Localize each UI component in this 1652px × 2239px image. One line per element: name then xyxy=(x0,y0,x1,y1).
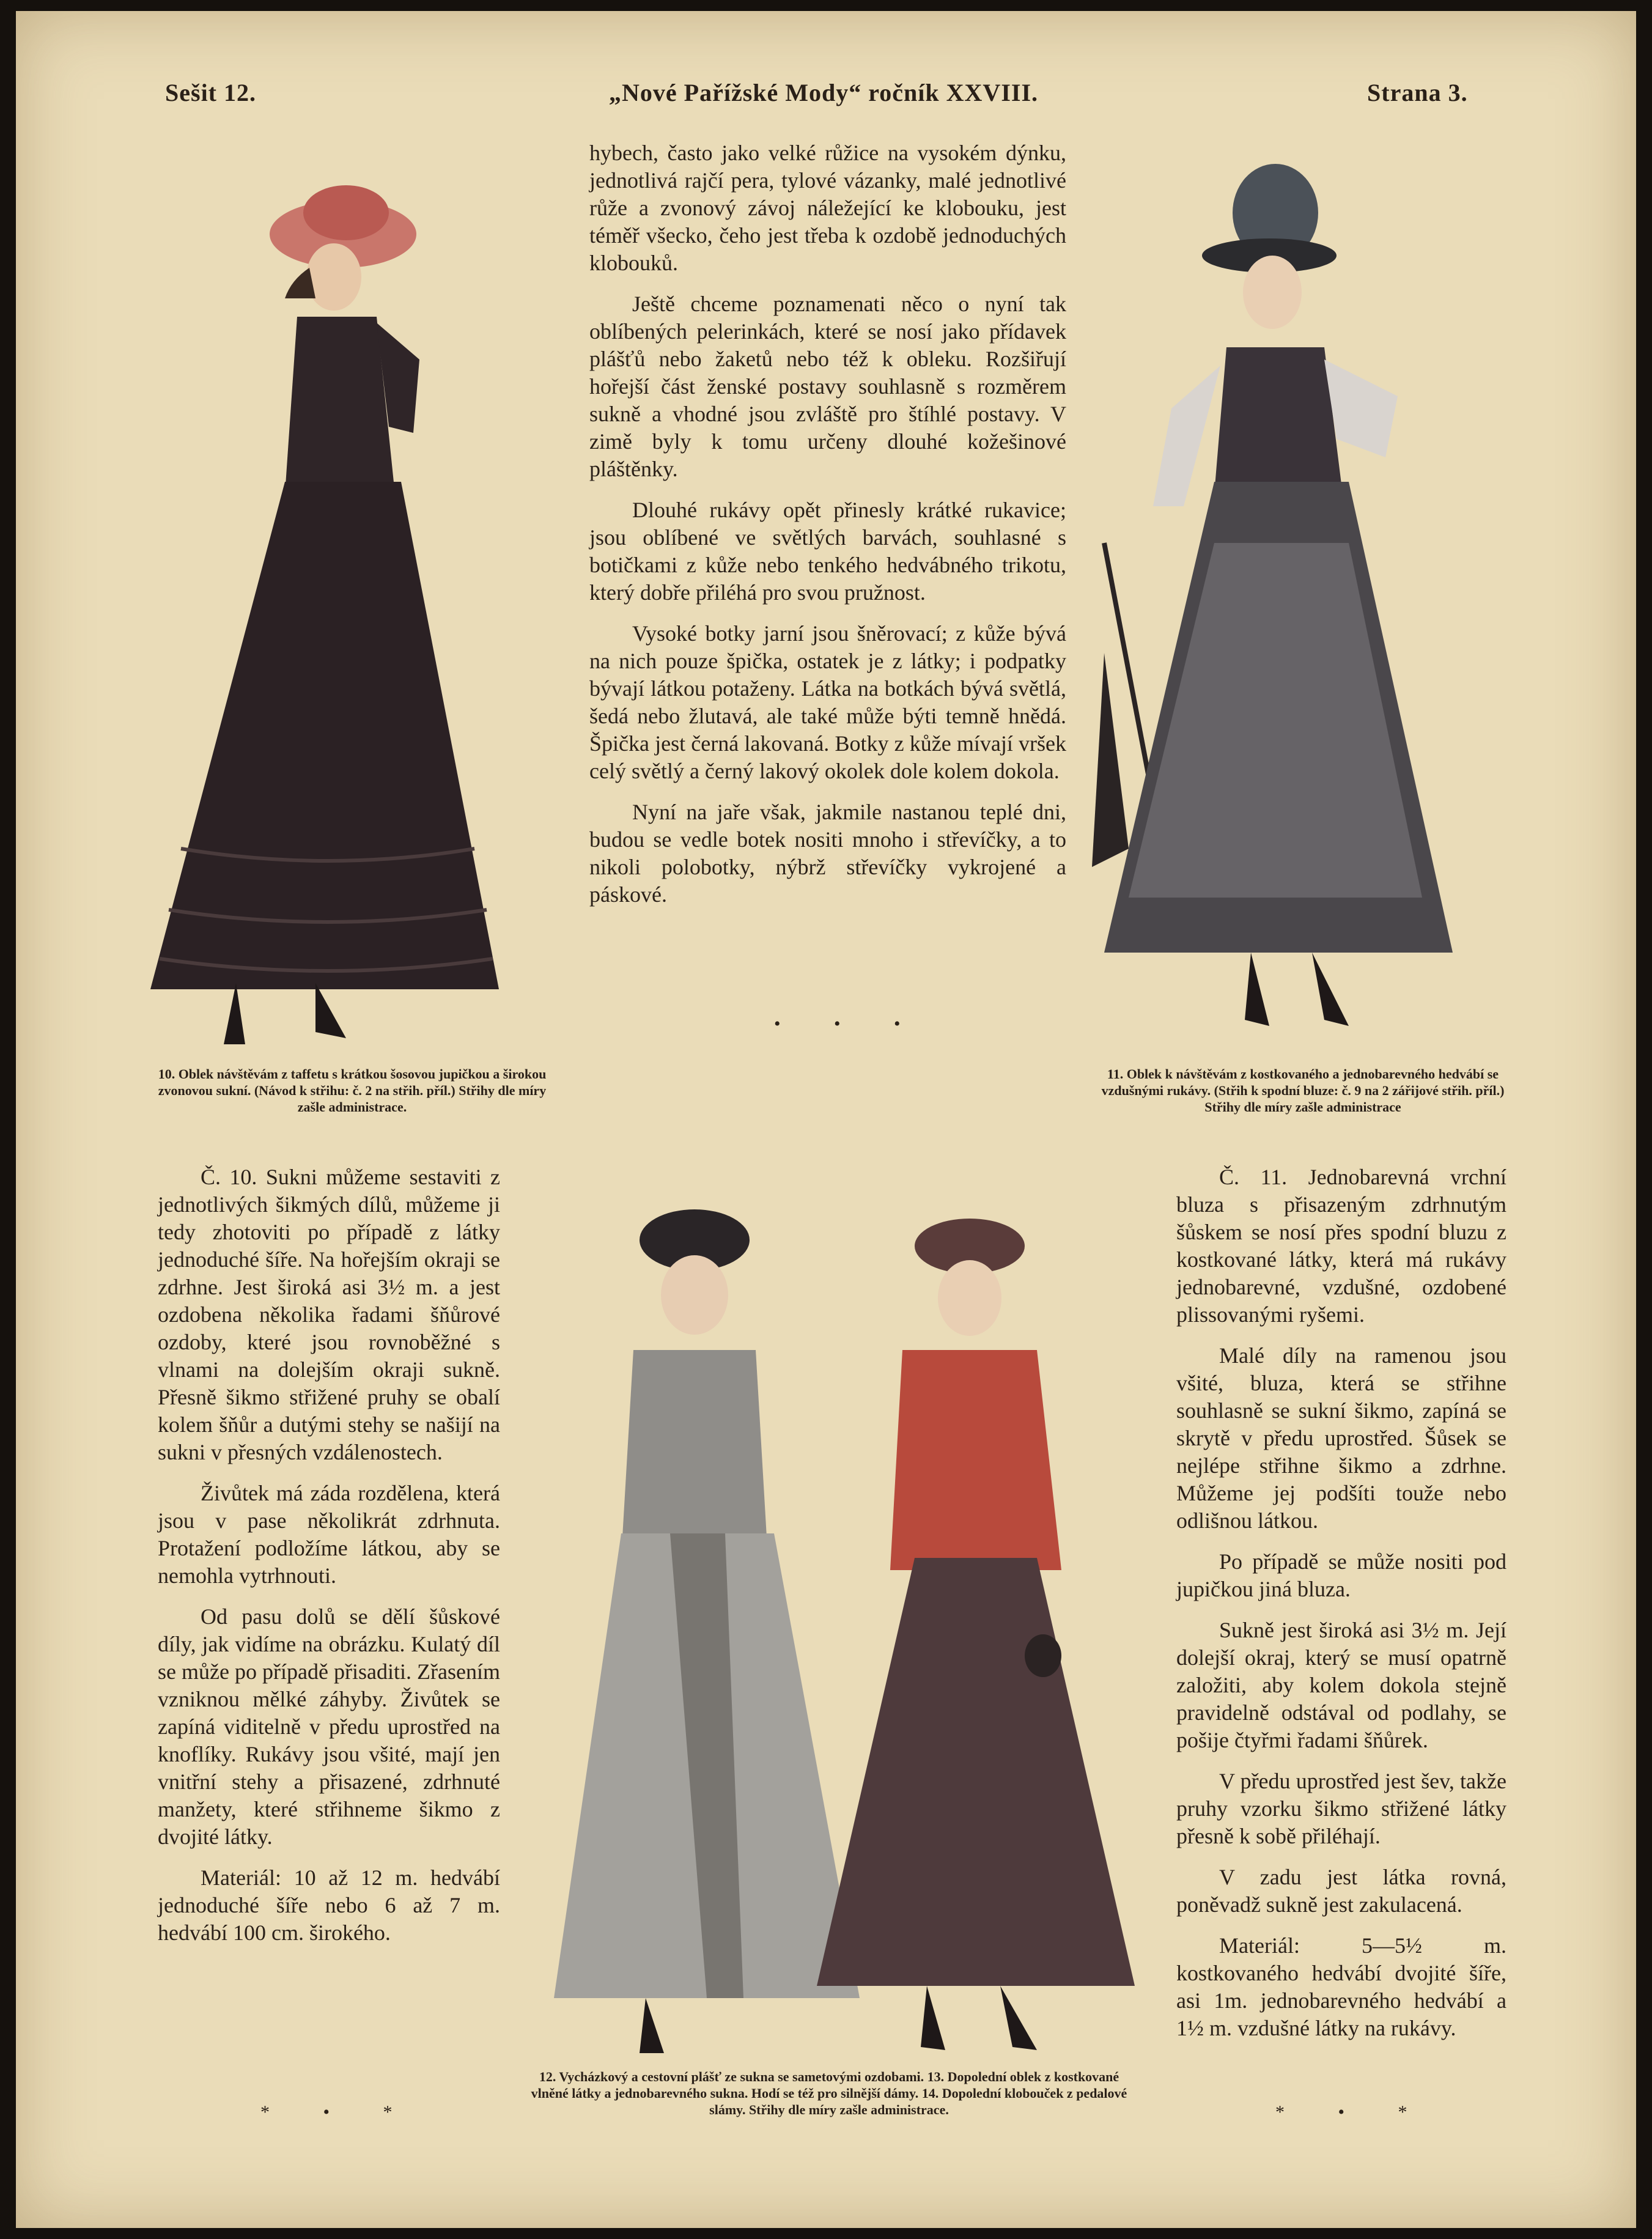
figure-10-illustration xyxy=(132,176,523,1050)
header-issue: Sešit 12. xyxy=(165,79,256,106)
paragraph: Nyní na jaře však, jakmile nastanou teplé dni, budou se vedle botek nositi mnoho i střevíčky, a to nikoli polobotky, nýbrž střevíčky vykrojené a páskové. xyxy=(589,800,1066,907)
left-column xyxy=(158,1164,500,1960)
header-page: Strana 3. xyxy=(1367,79,1468,106)
paragraph: Sukně jest široká asi 3½ m. Její dolejší okraj, který se musí opatrně založiti, aby kolem dokola stejně pravidelně odstával od podlahy, se pošije čtyřmi řadami šňůrek. xyxy=(1176,1618,1506,1752)
paragraph: Materiál: 5—5½ m. kostkovaného hedvábí dvojité šíře, asi 1m. jednobarevného hedvábí a 1½ m. vzdušné látky na rukávy. xyxy=(1176,1933,1506,2040)
paragraph: Vysoké botky jarní jsou šněrovací; z kůže bývá na nich pouze špička, ostatek je z látky; i podpatky bývají látkou potaženy. Látka na botkách bývá světlá, šedá nebo žlutavá, ale také může býti temně hnědá. Špička jest černá lakovaná. Botky z kůže mívají vršek celý světlý a černý lakový okolek dole kolem dokola. xyxy=(589,621,1066,783)
paragraph: Materiál: 10 až 12 m. hedvábí jednoduché šíře nebo 6 až 7 m. hedvábí 100 cm. širokého. xyxy=(158,1865,500,1945)
caption-figure-11: 11. Oblek k návštěvám z kostkovaného a jednobarevného hedvábí se vzdušnými rukávy. (Střih k spodní bluze: č. 9 na 2 zářijové střih. příl.) Střihy dle míry zašle administrace xyxy=(1101,1066,1505,1115)
figure-12-13-illustration xyxy=(548,1191,1178,2059)
paragraph: Od pasu dolů se dělí šůskové díly, jak vidíme na obrázku. Kulatý díl se může po případě přisaditi. Zřasením vzniknou mělké záhyby. Živůtek se zapíná viditelně v předu uprostřed na knoflíky. Rukávy jsou všité, mají jen vnitřní stehy a přisazené, zdrhnuté manžety, které střihneme šikmo z dvojité látky. xyxy=(158,1604,500,1849)
paragraph: hybech, často jako velké růžice na vysokém dýnku, jednotlivá rajčí pera, tylové vázanky, malé jednotlivé růže a zvonový závoj náležející ke klobouku, jest téměř všecko, čeho jest třeba k ozdobě jednoduchých klobouků. xyxy=(589,141,1066,275)
decoration-dots: • • • xyxy=(774,1014,925,1034)
paragraph: Dlouhé rukávy opět přinesly krátké rukavice; jsou oblíbené ve světlých barvách, souhlasné s botičkami z kůže nebo tenkého hedvábného trikotu, který dobře přiléhá pro svou pružnost. xyxy=(589,498,1066,605)
paragraph: Živůtek má záda rozdělena, která jsou v pase několikrát zdrhnuta. Protažení podložíme látkou, aby se nemohla vytrhnouti. xyxy=(158,1481,500,1588)
right-column xyxy=(1176,1164,1506,2056)
paragraph: Č. 11. Jednobarevná vrchní bluza s přisazeným zdrhnutým šůskem se nosí přes spodní bluzu z kostkované látky, která má rukávy jednobarevné, vzdušné, ozdobené plissovanými ryšemi. xyxy=(1176,1165,1506,1327)
paragraph: Č. 10. Sukni můžeme sestaviti z jednotlivých šikmých dílů, můžeme ji tedy zhotoviti po případě z látky jednoduché šíře. Na hořejším okraji se zdrhne. Jest široká asi 3½ m. a jest ozdobena několika řadami šňůrové ozdoby, které jsou rovnoběžné s vlnami na dolejším okraji sukně. Přesně šikmo střižené pruhy se obalí kolem šňůr a dutými stehy se našijí na sukni v přesných vzdálenostech. xyxy=(158,1165,500,1464)
figure-11-illustration xyxy=(1080,164,1471,1044)
paragraph: V předu uprostřed jest šev, takže pruhy vzorku šikmo střižené látky přesně k sobě přiléhají. xyxy=(1176,1769,1506,1848)
top-center-column xyxy=(589,139,1066,922)
paragraph: Po případě se může nositi pod jupičkou jiná bluza. xyxy=(1176,1549,1506,1601)
paragraph: Malé díly na ramenou jsou všité, bluza, která se střihne souhlasně se sukní šikmo, zapíná se skrytě v předu uprostřed. Šůsek se nejlépe střihne šikmo a zdrhne. Můžeme jej podšíti touže nebo odlišnou látkou. xyxy=(1176,1343,1506,1533)
caption-figure-12-13: 12. Vycházkový a cestovní plášť ze sukna se sametovými ozdobami. 13. Dopolední oblek z kostkované vlněné látky a jednobarevného sukna. Hodí se též pro silnější dámy. 14. Dopolední klobouček z pedalové slámy. Střihy dle míry zašle administrace. xyxy=(531,2069,1127,2117)
decoration-dots: * • * xyxy=(260,2102,417,2122)
caption-figure-10: 10. Oblek návštěvám z taffetu s krátkou šosovou jupičkou a širokou zvonovou sukní. (Návod k střihu: č. 2 na střih. příl.) Střihy dle míry zašle administrace. xyxy=(158,1066,547,1115)
decoration-dots: * • * xyxy=(1275,2102,1432,2122)
magazine-page xyxy=(16,11,1636,2228)
header-title: „Nové Pařížské Mody“ ročník XXVIII. xyxy=(609,79,1039,106)
paragraph: Ještě chceme poznamenati něco o nyní tak oblíbených pelerinkách, které se nosí jako přídavek plášťů nebo žaketů nebo též k obleku. Rozšiřují hořejší část ženské postavy souhlasně s rozměrem sukně a vhodné jsou zvláště pro štíhlé postavy. V zimě byly k tomu určeny dlouhé kožešinové pláštěnky. xyxy=(589,292,1066,481)
paragraph: V zadu jest látka rovná, poněvadž sukně jest zakulacená. xyxy=(1176,1865,1506,1917)
